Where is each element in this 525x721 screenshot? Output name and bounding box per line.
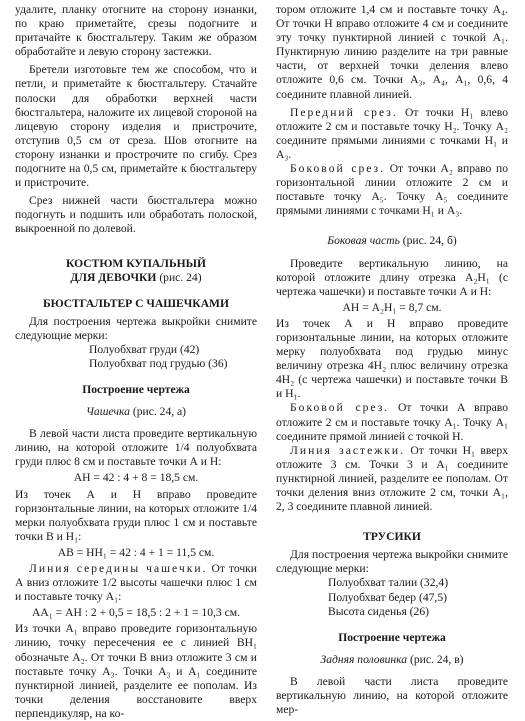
formula: АА₁ = АН : 2 + 0,5 = 18,5 : 2 + 1 = 10,3 см. <box>32 606 240 620</box>
paragraph: тором отложите 1,4 см и поставьте точку А₄. От точки Н вправо отложите 4 см и соедините эту точку пунктирной линией с точкой А₁. Пунктирную линию разделите на три равные части, от верхней точки деления влево отложите 0,6 см. Точки А₃, А₄, А₁, 0,6, 4 соедините плавной линией. <box>276 3 508 101</box>
part-name: Чашечка <box>85 405 130 419</box>
paragraph: Из точек А и Н вправо проведите горизонтальные линии, на которых отложите мерку полуобхвата под грудью минус величину отрезка 4Н₂ плюс величину отрезка 4Н₂ (с чертежа чашечки) и поставьте точки В и Н₁. <box>276 316 508 401</box>
paragraph <box>15 562 257 604</box>
part-title <box>276 234 508 248</box>
paragraph: удалите, планку отогните на сторону изнанки, по краю приметайте, срезы подогните и притачайте к бюстгальтеру. Таким же образом обработайте и левую сторону застежки. <box>15 3 257 59</box>
formula: АН = 42 : 4 + 8 = 18,5 см. <box>73 471 199 485</box>
subheading: Построение чертежа <box>82 382 190 396</box>
inline-label: Боковой срез. <box>290 401 390 415</box>
measurement-item: Полуобхват талии (32,4) <box>328 576 449 590</box>
figure-ref: (рис. 24, а) <box>132 405 187 419</box>
title-line-1: КОСТЮМ КУПАЛЬНЫЙ <box>65 256 207 270</box>
paragraph: Для построения чертежа выкройки снимите следующие мерки: <box>15 314 257 342</box>
title-line-2 <box>15 271 257 285</box>
paragraph <box>276 444 508 514</box>
inline-text: От точки Н₁ влево отложите 2 см и поставьте точку Н₂. Точку А₂ соедините прямыми линиями с точками Н₁ и А₃. <box>276 105 508 161</box>
part-name: Боковая часть <box>327 234 400 248</box>
figure-ref: (рис. 24, в) <box>410 652 464 666</box>
subheading: Построение чертежа <box>338 630 446 644</box>
paragraph: В левой части листа проведите вертикальную линию, на которой отложите мер- <box>276 674 508 717</box>
inline-text: От точки Н₁ вверх отложите 3 см. Точки 3 и А₁ соедините пунктирной линией, разделите ее пополам. От точки деления вниз отложите 2 см, точки А₁, 2, 3 соедините плавной линией. <box>276 443 508 514</box>
section-title <box>15 257 257 285</box>
paragraph: Бретели изготовьте тем же способом, что и петли, и приметайте к бюстгальтеру. Стачайте полоски для обработки верхней части бюстгальтера, наложите их лицевой стороной на лицевую сторону изделия и пристрочите, отступив 0,5 см от среза. Шов отогните на сторону изнанки и прострочите по сгибу. Срез подогните на 0,5 см, приметайте к бюстгальтеру и пристрочите. <box>15 63 257 190</box>
inline-text: От точки А вправо отложите 2 см и поставьте точку А₁. Точку А₁ соедините прямой линией с точкой Н. <box>276 401 508 443</box>
paragraph: Для построения чертежа выкройки снимите следующие мерки: <box>276 548 508 576</box>
measurement-item: Полуобхват груди (42) <box>89 342 200 356</box>
right-column <box>276 3 508 717</box>
title-main: ДЛЯ ДЕВОЧКИ <box>70 270 157 284</box>
formula: АН = А₂Н₁ = 8,7 см. <box>342 300 442 314</box>
paragraph: Из точки А₁ вправо проведите горизонтальную линию, точку пересечения ее с линией ВН₁ обозначьте А₂. От точки В вниз отложите 3 см и поставьте точку А₃. Точки А₃ и А₁ соедините пунктирной линией, разделите ее пополам. Из точки деления восстановите вверх перпендикуляр, на ко- <box>15 622 257 720</box>
inline-text: От точки А₂ вправо по горизонтальной линии отложите 2 см и поставьте точку А₅. Точку А₅ соедините прямыми линиями с точками Н₁ и А₃. <box>276 162 508 218</box>
figure-ref: (рис. 24, б) <box>402 234 457 248</box>
part-title <box>276 653 508 667</box>
inline-text: От точки А вниз отложите 1/2 высоты чашечки плюс 1 см и поставьте точку А₁: <box>15 562 257 604</box>
measurement-item: Высота сиденья (26) <box>328 604 429 618</box>
measurement-item: Полуобхват бедер (47,5) <box>328 590 447 604</box>
paragraph <box>276 106 508 162</box>
subsection-title: ТРУСИКИ <box>363 530 421 544</box>
part-name: Задняя половинка <box>320 652 408 666</box>
inline-label: Линия середины чашечки. <box>29 562 208 575</box>
paragraph: В левой части листа проведите вертикальную линию, на которой отложите 1/4 полуобхвата груди плюс 8 см и поставьте точки А и Н: <box>15 427 257 469</box>
paragraph: Срез нижней части бюстгальтера можно подогнуть и подшить или обработать полоской, выкроенной по долевой. <box>15 194 257 236</box>
inline-label: Линия застежки. <box>290 443 405 457</box>
figure-ref: (рис. 24) <box>159 270 202 284</box>
paragraph: Из точек А и Н вправо проведите горизонтальные линии, на которых отложите 1/4 мерки полуобхвата груди плюс 1 см и поставьте точки В и Н₁: <box>15 487 257 543</box>
formula: АВ = НН₁ = 42 : 4 + 1 = 11,5 см. <box>57 545 215 559</box>
measurement-item: Полуобхват под грудью (36) <box>89 356 228 370</box>
paragraph <box>276 401 508 443</box>
subsection-title: БЮСТГАЛЬТЕР С ЧАШЕЧКАМИ <box>42 296 230 310</box>
left-column <box>15 3 257 721</box>
part-title <box>15 405 257 419</box>
paragraph <box>276 162 508 218</box>
inline-label: Боковой срез. <box>290 162 386 176</box>
inline-label: Передний срез. <box>290 105 398 119</box>
paragraph: Проведите вертикальную линию, на которой отложите длину отрезка А₂Н₁ (с чертежа чашечки) и поставьте точки А и Н: <box>276 256 508 298</box>
